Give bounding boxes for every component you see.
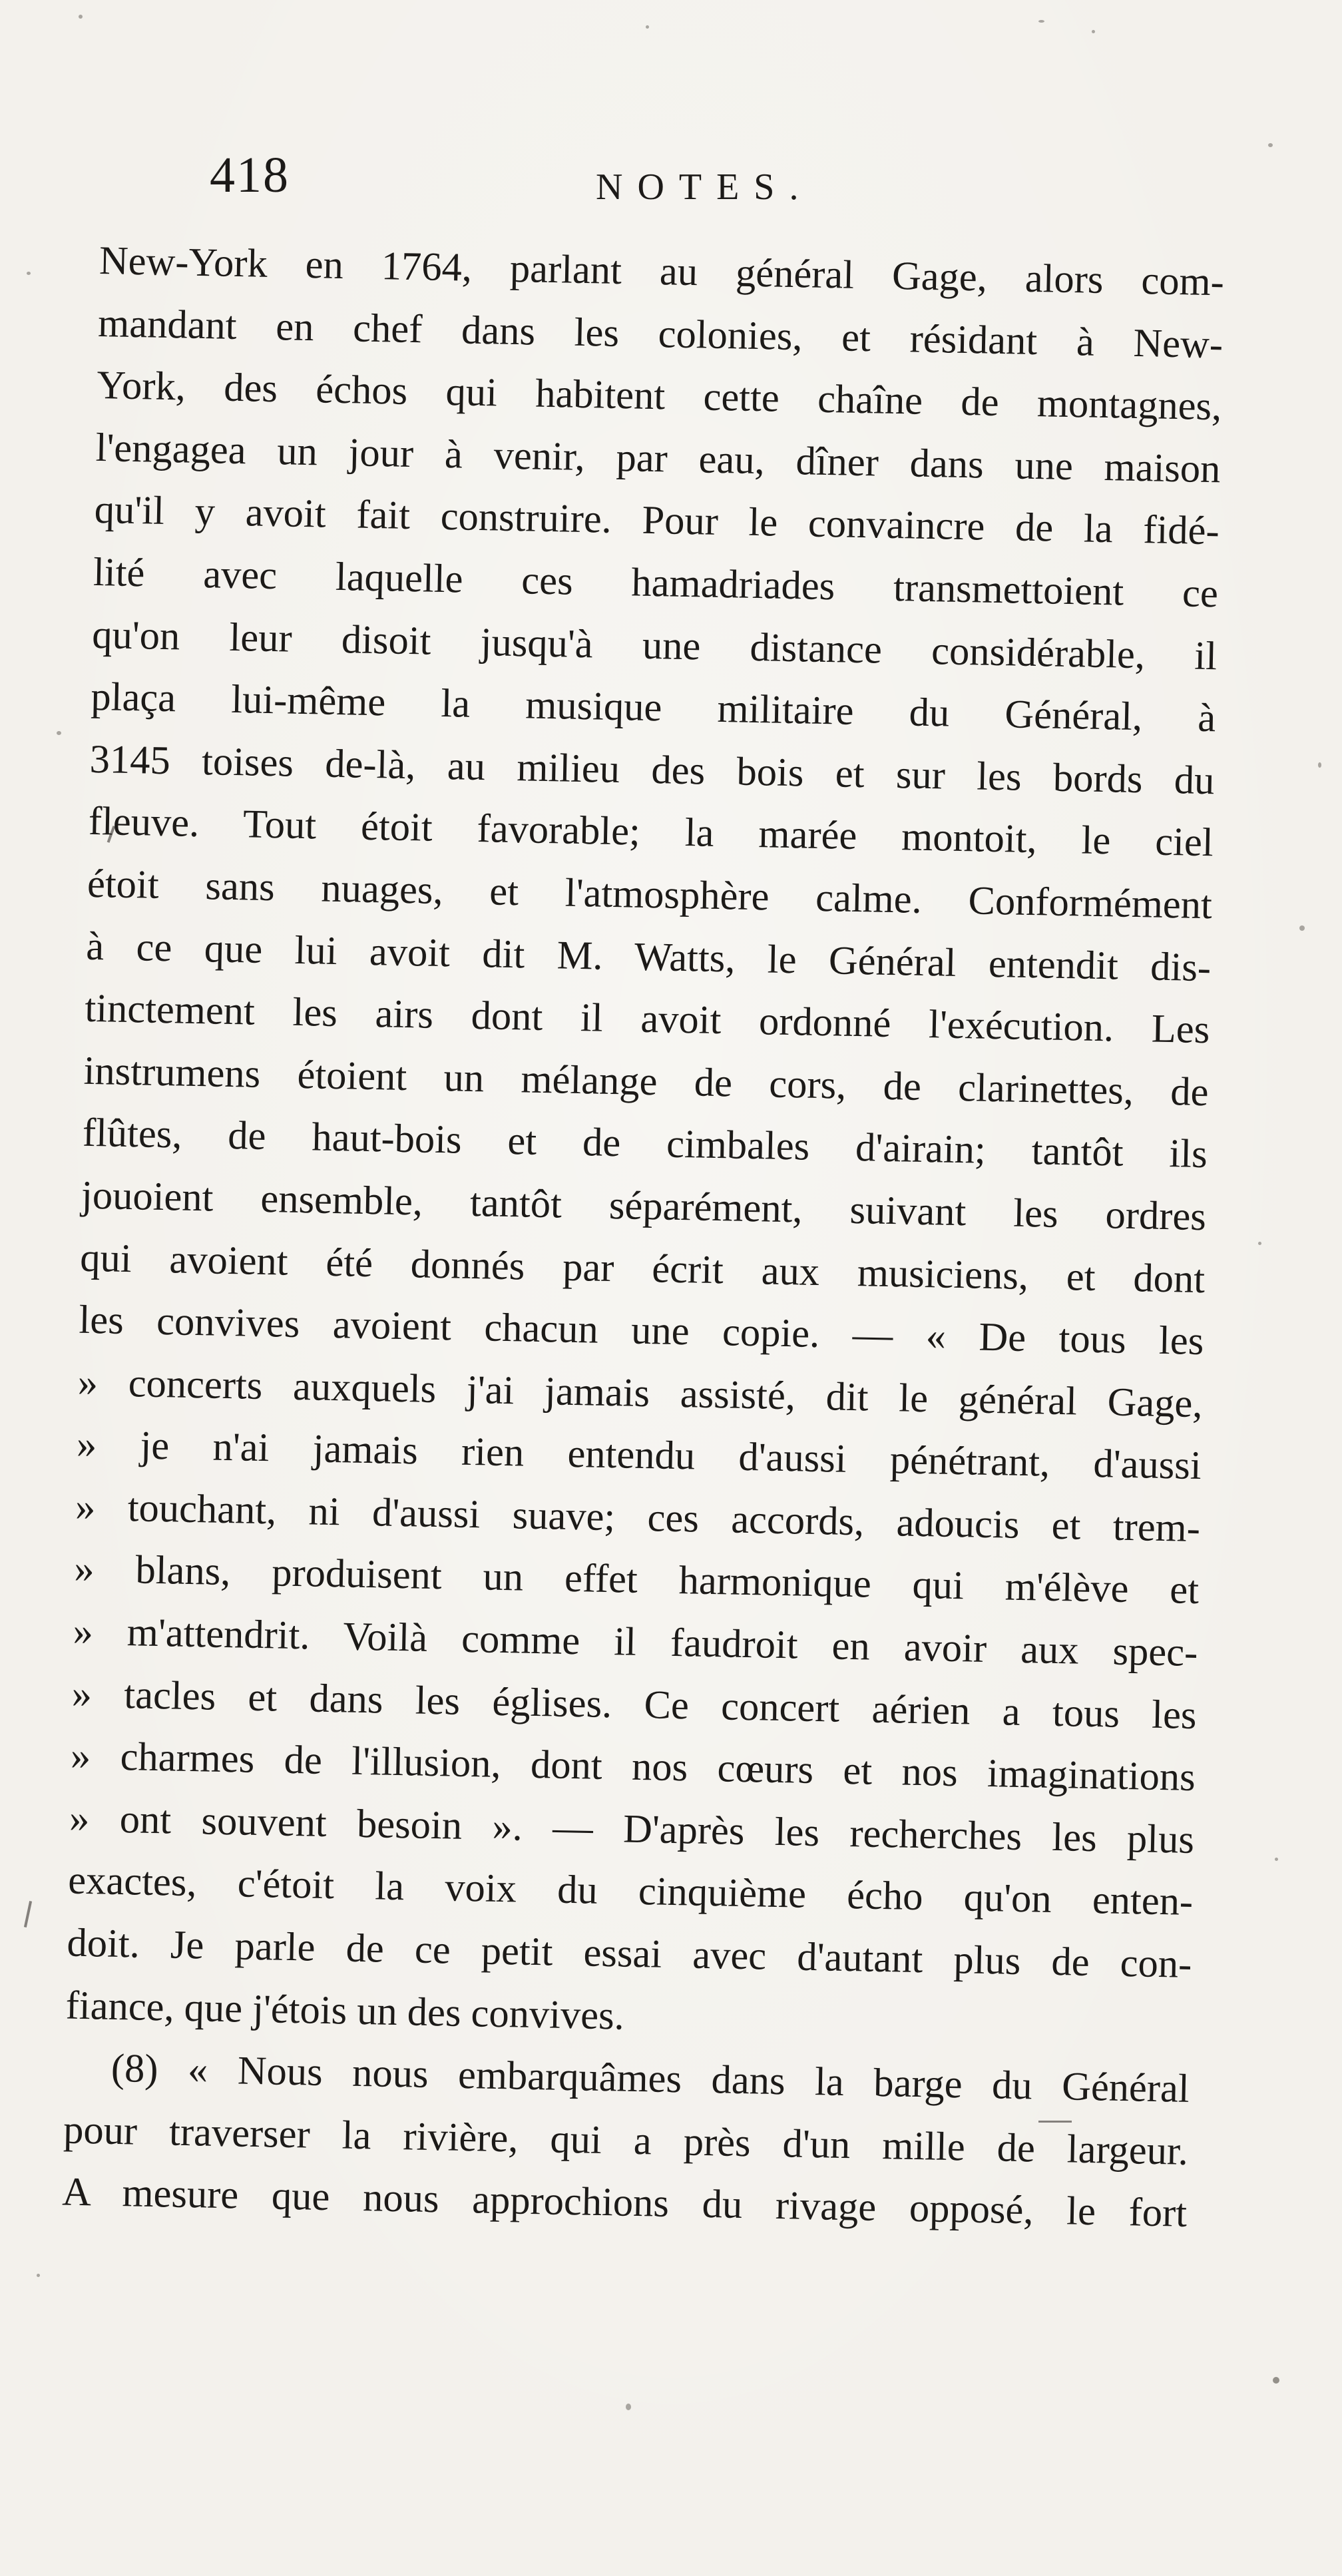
paper-speck: [1038, 20, 1044, 23]
paper-speck: [57, 731, 61, 735]
running-title: NOTES.: [596, 166, 813, 208]
text-line: qu'il y avoit fait construire. Pour le convaincre de la fidé-: [94, 487, 1220, 554]
text-line: flûtes, de haut-bois et de cimbales d'airain; tantôt ils: [82, 1111, 1208, 1177]
text-line: » tacles et dans les églises. Ce concert aérien a tous les: [71, 1671, 1198, 1738]
text-line: » blans, produisent un effet harmonique qui m'élève et: [73, 1547, 1200, 1613]
text-line: » je n'ai jamais rien entendu d'aussi pénétrant, d'aussi: [76, 1421, 1202, 1489]
paper-speck: [1318, 762, 1321, 768]
text-line: » concerts auxquels j'ai jamais assisté, dit le général Gage,: [77, 1360, 1204, 1426]
paper-speck: [37, 2274, 40, 2277]
text-line: à ce que lui avoit dit M. Watts, le Général entendit dis-: [85, 923, 1212, 990]
text-line: York, des échos qui habitent cette chaîne de montagnes,: [96, 363, 1222, 429]
text-line: plaça lui-même la musique militaire du Général, à: [90, 674, 1216, 741]
text-line: qui avoient été donnés par écrit aux musiciens, et dont: [79, 1235, 1206, 1302]
text-line: » touchant, ni d'aussi suave; ces accords, adoucis et trem-: [75, 1484, 1201, 1551]
paper-speck: [626, 2404, 631, 2410]
paper-speck: [1092, 30, 1095, 33]
margin-ink-mark: [24, 1901, 32, 1928]
paper-speck: [1258, 1242, 1261, 1245]
text-line: tinctement les airs dont il avoit ordonné l'exécution. Les: [84, 985, 1210, 1053]
paper-speck: [646, 25, 649, 29]
text-line: qu'on leur disoit jusqu'à une distance considérable, il: [91, 612, 1218, 678]
text-line: doit. Je parle de ce petit essai avec d'autant plus de con-: [66, 1920, 1192, 1987]
text-line: » ont souvent besoin ». — D'après les recherches les plus: [69, 1796, 1195, 1862]
text-line: A mesure que nous approchions du rivage opposé, le fort: [61, 2169, 1188, 2236]
text-line: » m'attendrit. Voilà comme il faudroit en avoir aux spec-: [72, 1609, 1198, 1676]
text-line: mandant en chef dans les colonies, et résidant à New-: [97, 300, 1224, 368]
paper-speck: [1268, 143, 1273, 147]
paper-speck: [27, 272, 31, 275]
text-line: instrumens étoient un mélange de cors, de clarinettes, de: [83, 1048, 1210, 1115]
paper-speck: [1275, 1858, 1278, 1861]
text-line: » charmes de l'illusion, dont nos cœurs et nos imaginations: [70, 1733, 1196, 1800]
text-line: exactes, c'étoit la voix du cinquième écho qu'on enten-: [67, 1858, 1194, 1925]
text-line: jouoient ensemble, tantôt séparément, suivant les ordres: [81, 1172, 1207, 1240]
text-line: 3145 toises de-là, au milieu des bois et sur les bords du: [89, 736, 1216, 804]
text-line: lité avec laquelle ces hamadriades transmettoient ce: [93, 549, 1219, 617]
text-line: New-York en 1764, parlant au général Gage, alors com-: [99, 238, 1225, 305]
text-line: pour traverser la rivière, qui a près d'un mille de largeur.: [63, 2107, 1189, 2174]
text-line: l'engagea un jour à venir, par eau, dîner dans une maison: [95, 425, 1222, 492]
text-line: (8) « Nous nous embarquâmes dans la barge du Général: [111, 2046, 1190, 2112]
paper-speck: [1299, 925, 1305, 931]
paper-speck: [79, 15, 83, 19]
paper-speck: [1273, 2377, 1279, 2384]
text-line: les convives avoient chacun une copie. — « De tous les: [78, 1297, 1204, 1364]
page-number: 418: [210, 147, 290, 203]
body-text: [62, 230, 1225, 2245]
text-line: fleuve. Tout étoit favorable; la marée montoit, le ciel: [88, 799, 1214, 866]
page-header: [210, 147, 1208, 223]
text-line: étoit sans nuages, et l'atmosphère calme. Conformément: [87, 861, 1213, 928]
text-line: fiance, que j'étois un des convives.: [65, 1983, 625, 2039]
